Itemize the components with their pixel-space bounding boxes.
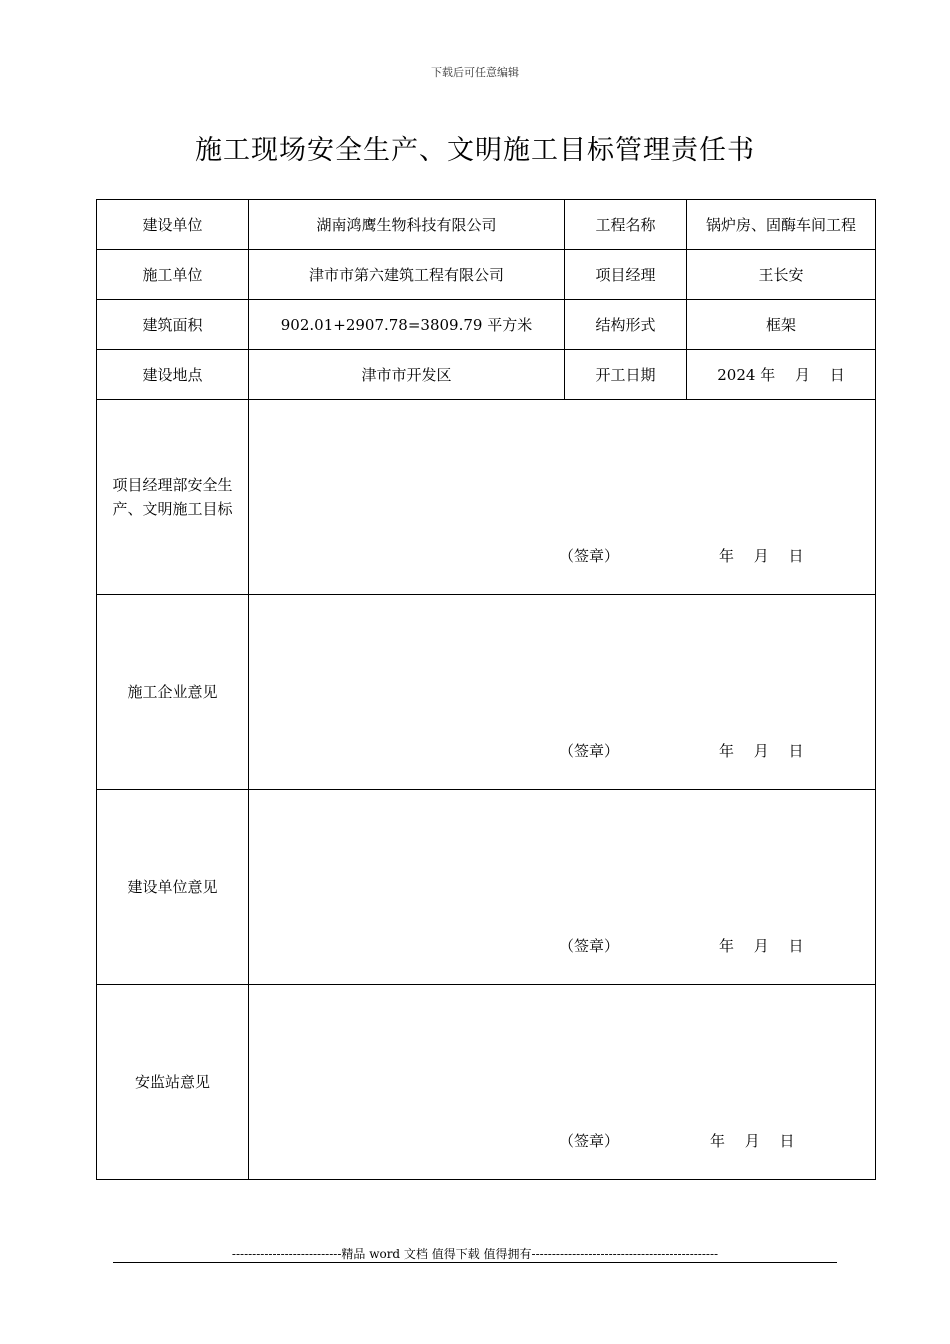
opinion-row-safety-station — [97, 985, 876, 1180]
footer-divider — [113, 1262, 837, 1263]
opinion-field-safety-station[interactable] — [249, 985, 876, 1180]
opinion-row-contractor — [97, 595, 876, 790]
label-contractor: 施工单位 — [97, 250, 249, 300]
document-title: 施工现场安全生产、文明施工目标管理责任书 — [195, 135, 755, 166]
signature-stamp-label: （签章） — [559, 742, 620, 760]
label-site-location: 建设地点 — [97, 350, 249, 400]
value-structure-type: 框架 — [687, 300, 876, 350]
info-row-construction-unit — [97, 200, 876, 250]
opinion-field-contractor[interactable] — [249, 595, 876, 790]
value-project-name: 锅炉房、固酶车间工程 — [687, 200, 876, 250]
opinion-row-pm-targets — [97, 400, 876, 595]
value-site-location: 津市市开发区 — [249, 350, 565, 400]
value-project-manager: 王长安 — [687, 250, 876, 300]
footer-text: ---------------------------精品 word 文档 值得下载 值得拥有---------------------------------------------- — [231, 1247, 719, 1261]
label-structure-type: 结构形式 — [565, 300, 687, 350]
value-contractor: 津市市第六建筑工程有限公司 — [249, 250, 565, 300]
value-building-area: 902.01+2907.78=3809.79 平方米 — [249, 300, 565, 350]
signature-date: 年 月 日 — [719, 547, 804, 565]
label-building-area: 建筑面积 — [97, 300, 249, 350]
opinion-label-contractor: 施工企业意见 — [97, 595, 249, 790]
info-row-location — [97, 350, 876, 400]
opinion-label-safety-station: 安监站意见 — [97, 985, 249, 1180]
info-row-area — [97, 300, 876, 350]
signature-stamp-label: （签章） — [559, 1132, 620, 1150]
value-start-date: 2024 年 月 日 — [687, 350, 876, 400]
label-owner-unit: 建设单位 — [97, 200, 249, 250]
opinion-field-pm-targets[interactable] — [249, 400, 876, 595]
signature-stamp-label: （签章） — [559, 547, 620, 565]
header-note: 下载后可任意编辑 — [431, 66, 519, 79]
opinion-row-owner — [97, 790, 876, 985]
opinion-label-pm-targets: 项目经理部安全生产、文明施工目标 — [97, 400, 249, 595]
label-project-manager: 项目经理 — [565, 250, 687, 300]
signature-date: 年 月 日 — [710, 1132, 795, 1150]
label-project-name: 工程名称 — [565, 200, 687, 250]
label-start-date: 开工日期 — [565, 350, 687, 400]
signature-date: 年 月 日 — [719, 937, 804, 955]
signature-stamp-label: （签章） — [559, 937, 620, 955]
info-row-contractor — [97, 250, 876, 300]
opinion-label-owner: 建设单位意见 — [97, 790, 249, 985]
opinion-field-owner[interactable] — [249, 790, 876, 985]
responsibility-form-table — [96, 199, 876, 1180]
value-owner-unit: 湖南鸿鹰生物科技有限公司 — [249, 200, 565, 250]
signature-date: 年 月 日 — [719, 742, 804, 760]
